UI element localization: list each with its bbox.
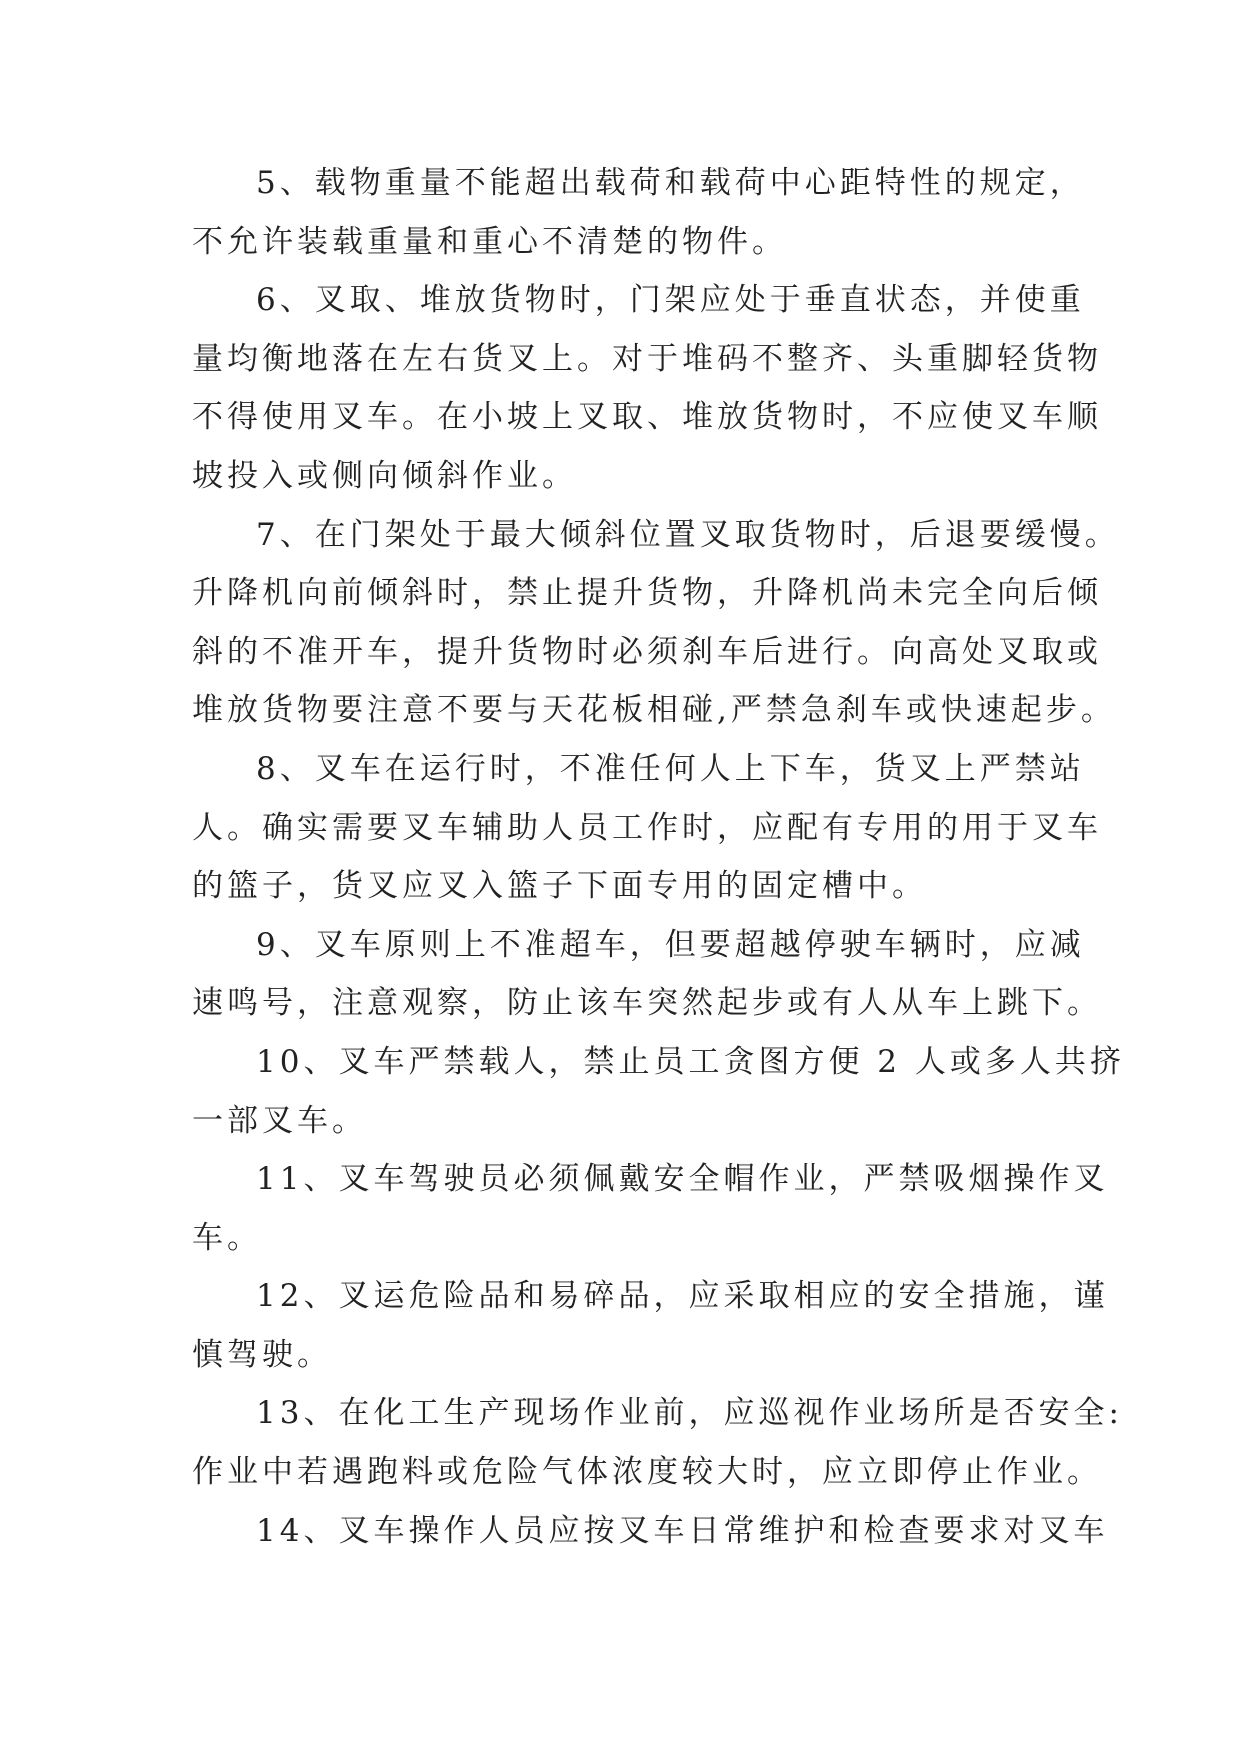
text-line: 9、叉车原则上不准超车，但要超越停驶车辆时，应减 <box>256 926 1085 963</box>
paragraph-9 <box>192 916 1102 1033</box>
text-line: 车。 <box>192 1219 262 1256</box>
paragraph-8 <box>192 740 1102 916</box>
text-line: 一部叉车。 <box>192 1102 367 1139</box>
text-line: 7、在门架处于最大倾斜位置叉取货物时，后退要缓慢。 <box>256 516 1120 553</box>
text-line: 8、叉车在运行时，不准任何人上下车，货叉上严禁站 <box>256 750 1085 787</box>
paragraph-7 <box>192 506 1120 740</box>
text-line: 速鸣号，注意观察，防止该车突然起步或有人从车上跳下。 <box>192 985 1102 1022</box>
text-line: 11、叉车驾驶员必须佩戴安全帽作业，严禁吸烟操作叉 <box>256 1161 1109 1198</box>
text-line: 不得使用叉车。在小坡上叉取、堆放货物时，不应使叉车顺 <box>192 399 1102 436</box>
paragraph-5 <box>192 154 1085 271</box>
text-line: 的篮子，货叉应叉入篮子下面专用的固定槽中。 <box>192 868 927 905</box>
text-line: 量均衡地落在左右货叉上。对于堆码不整齐、头重脚轻货物 <box>192 340 1102 377</box>
paragraph-6 <box>192 271 1102 505</box>
text-line: 5、载物重量不能超出载荷和载荷中心距特性的规定， <box>256 165 1085 201</box>
paragraph-12 <box>192 1267 1109 1384</box>
text-line: 堆放货物要注意不要与天花板相碰,严禁急刹车或快速起步。 <box>192 692 1116 729</box>
text-line: 升降机向前倾斜时，禁止提升货物，升降机尚未完全向后倾 <box>192 575 1102 612</box>
text-line: 慎驾驶。 <box>192 1336 332 1373</box>
paragraph-13 <box>192 1384 1123 1501</box>
paragraph-11 <box>192 1150 1109 1267</box>
paragraph-14 <box>192 1502 1109 1561</box>
text-line: 斜的不准开车，提升货物时必须刹车后进行。向高处叉取或 <box>192 633 1102 670</box>
text-line: 6、叉取、堆放货物时，门架应处于垂直状态，并使重 <box>256 282 1085 319</box>
text-line: 作业中若遇跑料或危险气体浓度较大时，应立即停止作业。 <box>192 1454 1102 1491</box>
text-line: 不允许装载重量和重心不清楚的物件。 <box>192 223 787 260</box>
text-line: 10、叉车严禁载人，禁止员工贪图方便 2 人或多人共挤 <box>256 1043 1125 1080</box>
text-line: 人。确实需要叉车辅助人员工作时，应配有专用的用于叉车 <box>192 809 1102 846</box>
document-body <box>192 154 1125 1560</box>
text-line: 14、叉车操作人员应按叉车日常维护和检查要求对叉车 <box>256 1512 1109 1549</box>
text-line: 12、叉运危险品和易碎品，应采取相应的安全措施，谨 <box>256 1278 1109 1315</box>
paragraph-10 <box>192 1033 1125 1150</box>
text-line: 13、在化工生产现场作业前，应巡视作业场所是否安全: <box>256 1395 1123 1432</box>
text-line: 坡投入或侧向倾斜作业。 <box>192 457 577 494</box>
